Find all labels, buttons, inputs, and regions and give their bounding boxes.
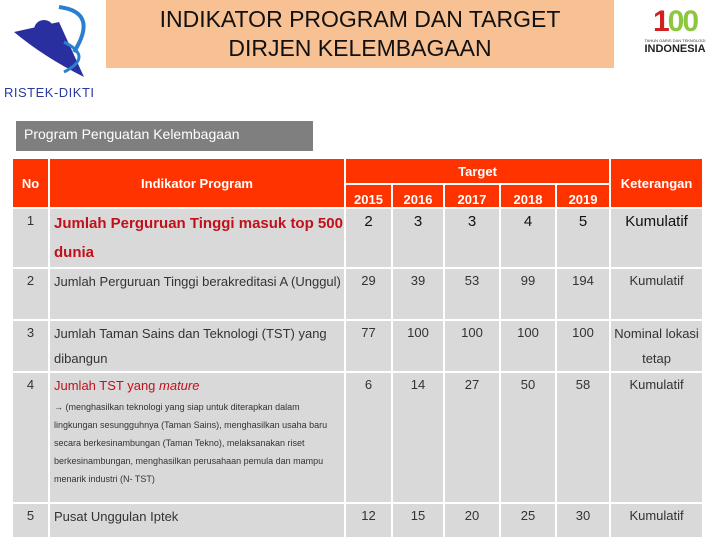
100-years-logo: 100 TAHUN GARIS DAN TEKNOLOGI INDONESIA xyxy=(644,5,706,55)
table-row: 5 Pusat Unggulan Iptek 12 15 20 25 30 Kumulatif xyxy=(13,504,702,537)
indicator-text: Jumlah Perguruan Tinggi berakreditasi A (Unggul) xyxy=(50,269,344,319)
header-year: 2017 xyxy=(445,185,499,207)
header-year: 2018 xyxy=(501,185,555,207)
indicator-detail: → (menghasilkan teknologi yang siap untuk diterapkan dalam lingkungan sesungguhnya (Taman Sains), menghasilkan usaha baru secara berkesinambungan (Taman Tekno), melaksanakan riset berkesinambungan, menghasilkan perusahaan pemula dan mampu menarik industri (N- TST) xyxy=(54,402,328,484)
table-row: 2 Jumlah Perguruan Tinggi berakreditasi A (Unggul) 29 39 53 99 194 Kumulatif xyxy=(13,269,702,319)
table-row: 3 Jumlah Taman Sains dan Teknologi (TST) yang dibangun 77 100 100 100 100 Nominal lokasi tetap xyxy=(13,321,702,371)
header-year: 2019 xyxy=(557,185,609,207)
ristek-dikti-logo: RISTEK-DIKTI xyxy=(4,2,104,100)
table-row: 4 Jumlah TST yang mature → (menghasilkan teknologi yang siap untuk diterapkan dalam lingkungan sesungguhnya (Taman Sains), menghasilkan usaha baru secara berkesinambungan (Taman Tekno), melaksanakan riset berkesinambungan, menghasilkan perusahaan pemula dan mampu menarik industri (N- TST) 6 14 27 50 58 Kumulatif xyxy=(13,373,702,502)
header-year: 2015 xyxy=(346,185,391,207)
indicator-text: Jumlah Taman Sains dan Teknologi (TST) yang dibangun xyxy=(50,321,344,371)
indicator-text: Jumlah Perguruan Tinggi masuk top 500 dunia xyxy=(50,209,344,267)
table-row: 1 Jumlah Perguruan Tinggi masuk top 500 dunia 2 3 3 4 5 Kumulatif xyxy=(13,209,702,267)
header-target: Target xyxy=(346,159,609,183)
program-label: Program Penguatan Kelembagaan xyxy=(16,121,313,151)
header-note: Keterangan xyxy=(611,159,702,207)
header-no: No xyxy=(13,159,48,207)
header-indicator: Indikator Program xyxy=(50,159,344,207)
indicator-text: Pusat Unggulan Iptek xyxy=(50,504,344,537)
indicator-table xyxy=(11,157,704,539)
indicator-text: Jumlah TST yang xyxy=(54,378,160,393)
page-title: INDIKATOR PROGRAM DAN TARGET DIRJEN KELEMBAGAAN xyxy=(106,0,614,68)
header-year: 2016 xyxy=(393,185,443,207)
